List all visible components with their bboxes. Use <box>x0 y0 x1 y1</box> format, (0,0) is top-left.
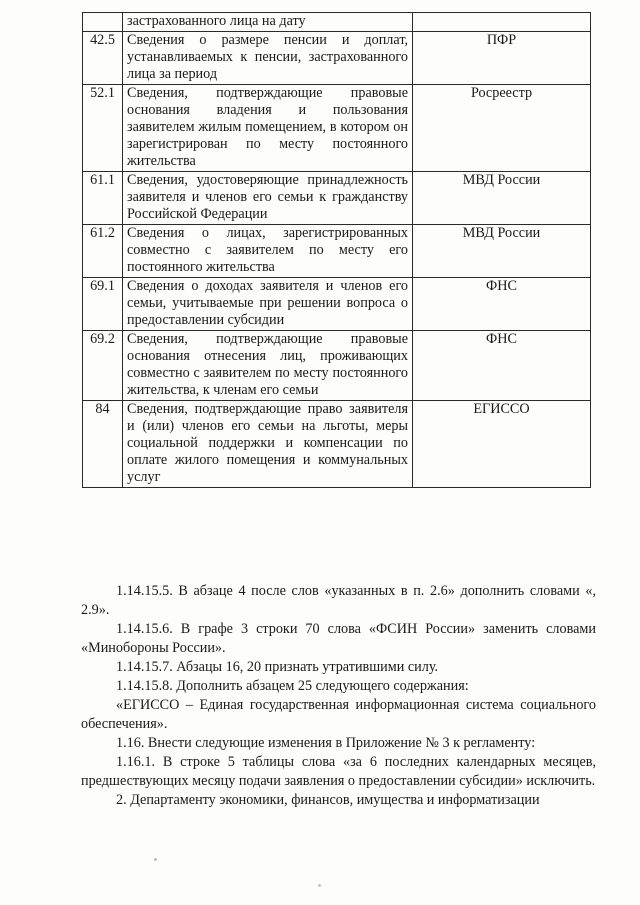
paragraph-1-14-15-8: 1.14.15.8. Дополнить абзацем 25 следующего содержания: <box>116 678 469 694</box>
paragraph-1-16-1: 1.16.1. В строке 5 таблицы слова «за 6 последних календарных месяцев, предшествующих месяцу подачи заявления о предоставлении субсидии» исключить. <box>81 754 596 789</box>
row-organization: ЕГИССО <box>413 401 591 488</box>
row-number: 69.2 <box>83 331 123 401</box>
row-organization: ПФР <box>413 32 591 85</box>
row-description: застрахованного лица на дату <box>123 13 413 32</box>
row-description: Сведения о размере пенсии и доплат, устанавливаемых к пенсии, застрахованного лица за период <box>123 32 413 85</box>
row-description: Сведения, удостоверяющие принадлежность заявителя и членов его семьи к гражданству Российской Федерации <box>123 172 413 225</box>
row-number: 69.1 <box>83 278 123 331</box>
row-number: 52.1 <box>83 85 123 172</box>
row-number: 42.5 <box>83 32 123 85</box>
services-table <box>82 12 591 488</box>
paragraph-1-16: 1.16. Внести следующие изменения в Приложение № 3 к регламенту: <box>116 735 536 751</box>
row-number: 84 <box>83 401 123 488</box>
row-organization: Росреестр <box>413 85 591 172</box>
row-description: Сведения о доходах заявителя и членов его семьи, учитываемые при решении вопроса о предоставлении субсидии <box>123 278 413 331</box>
paragraph-2: 2. Департаменту экономики, финансов, имущества и информатизации <box>116 792 540 808</box>
paragraph-1-14-15-7: 1.14.15.7. Абзацы 16, 20 признать утратившими силу. <box>116 659 439 675</box>
table-row <box>83 32 591 85</box>
row-organization: ФНС <box>413 331 591 401</box>
table-row <box>83 278 591 331</box>
row-organization <box>413 13 591 32</box>
row-organization: МВД России <box>413 172 591 225</box>
paragraph-1-14-15-6: 1.14.15.6. В графе 3 строки 70 слова «ФСИН России» заменить словами «Минобороны России». <box>81 621 596 656</box>
row-number: 61.2 <box>83 225 123 278</box>
table-row <box>83 13 591 32</box>
table-row <box>83 225 591 278</box>
row-number: 61.1 <box>83 172 123 225</box>
paragraph-1-14-15-5: 1.14.15.5. В абзаце 4 после слов «указанных в п. 2.6» дополнить словами «, 2.9». <box>81 583 596 618</box>
row-organization: МВД России <box>413 225 591 278</box>
paragraph-egisso-definition: «ЕГИССО – Единая государственная информационная система социального обеспечения». <box>81 697 596 732</box>
table-row <box>83 331 591 401</box>
row-organization: ФНС <box>413 278 591 331</box>
row-number <box>83 13 123 32</box>
table-row <box>83 85 591 172</box>
amendments-text <box>81 582 596 810</box>
scan-speck <box>154 858 157 861</box>
table-row <box>83 401 591 488</box>
scan-speck <box>318 884 321 887</box>
row-description: Сведения, подтверждающие правовые основания отнесения лиц, проживающих совместно с заявителем по месту постоянного жительства, к членам его семьи <box>123 331 413 401</box>
row-description: Сведения о лицах, зарегистрированных совместно с заявителем по месту его постоянного жительства <box>123 225 413 278</box>
table-row <box>83 172 591 225</box>
row-description: Сведения, подтверждающие право заявителя и (или) членов его семьи на льготы, меры социальной поддержки и компенсации по оплате жилого помещения и коммунальных услуг <box>123 401 413 488</box>
row-description: Сведения, подтверждающие правовые основания владения и пользования заявителем жилым помещением, в котором он зарегистрирован по месту постоянного жительства <box>123 85 413 172</box>
